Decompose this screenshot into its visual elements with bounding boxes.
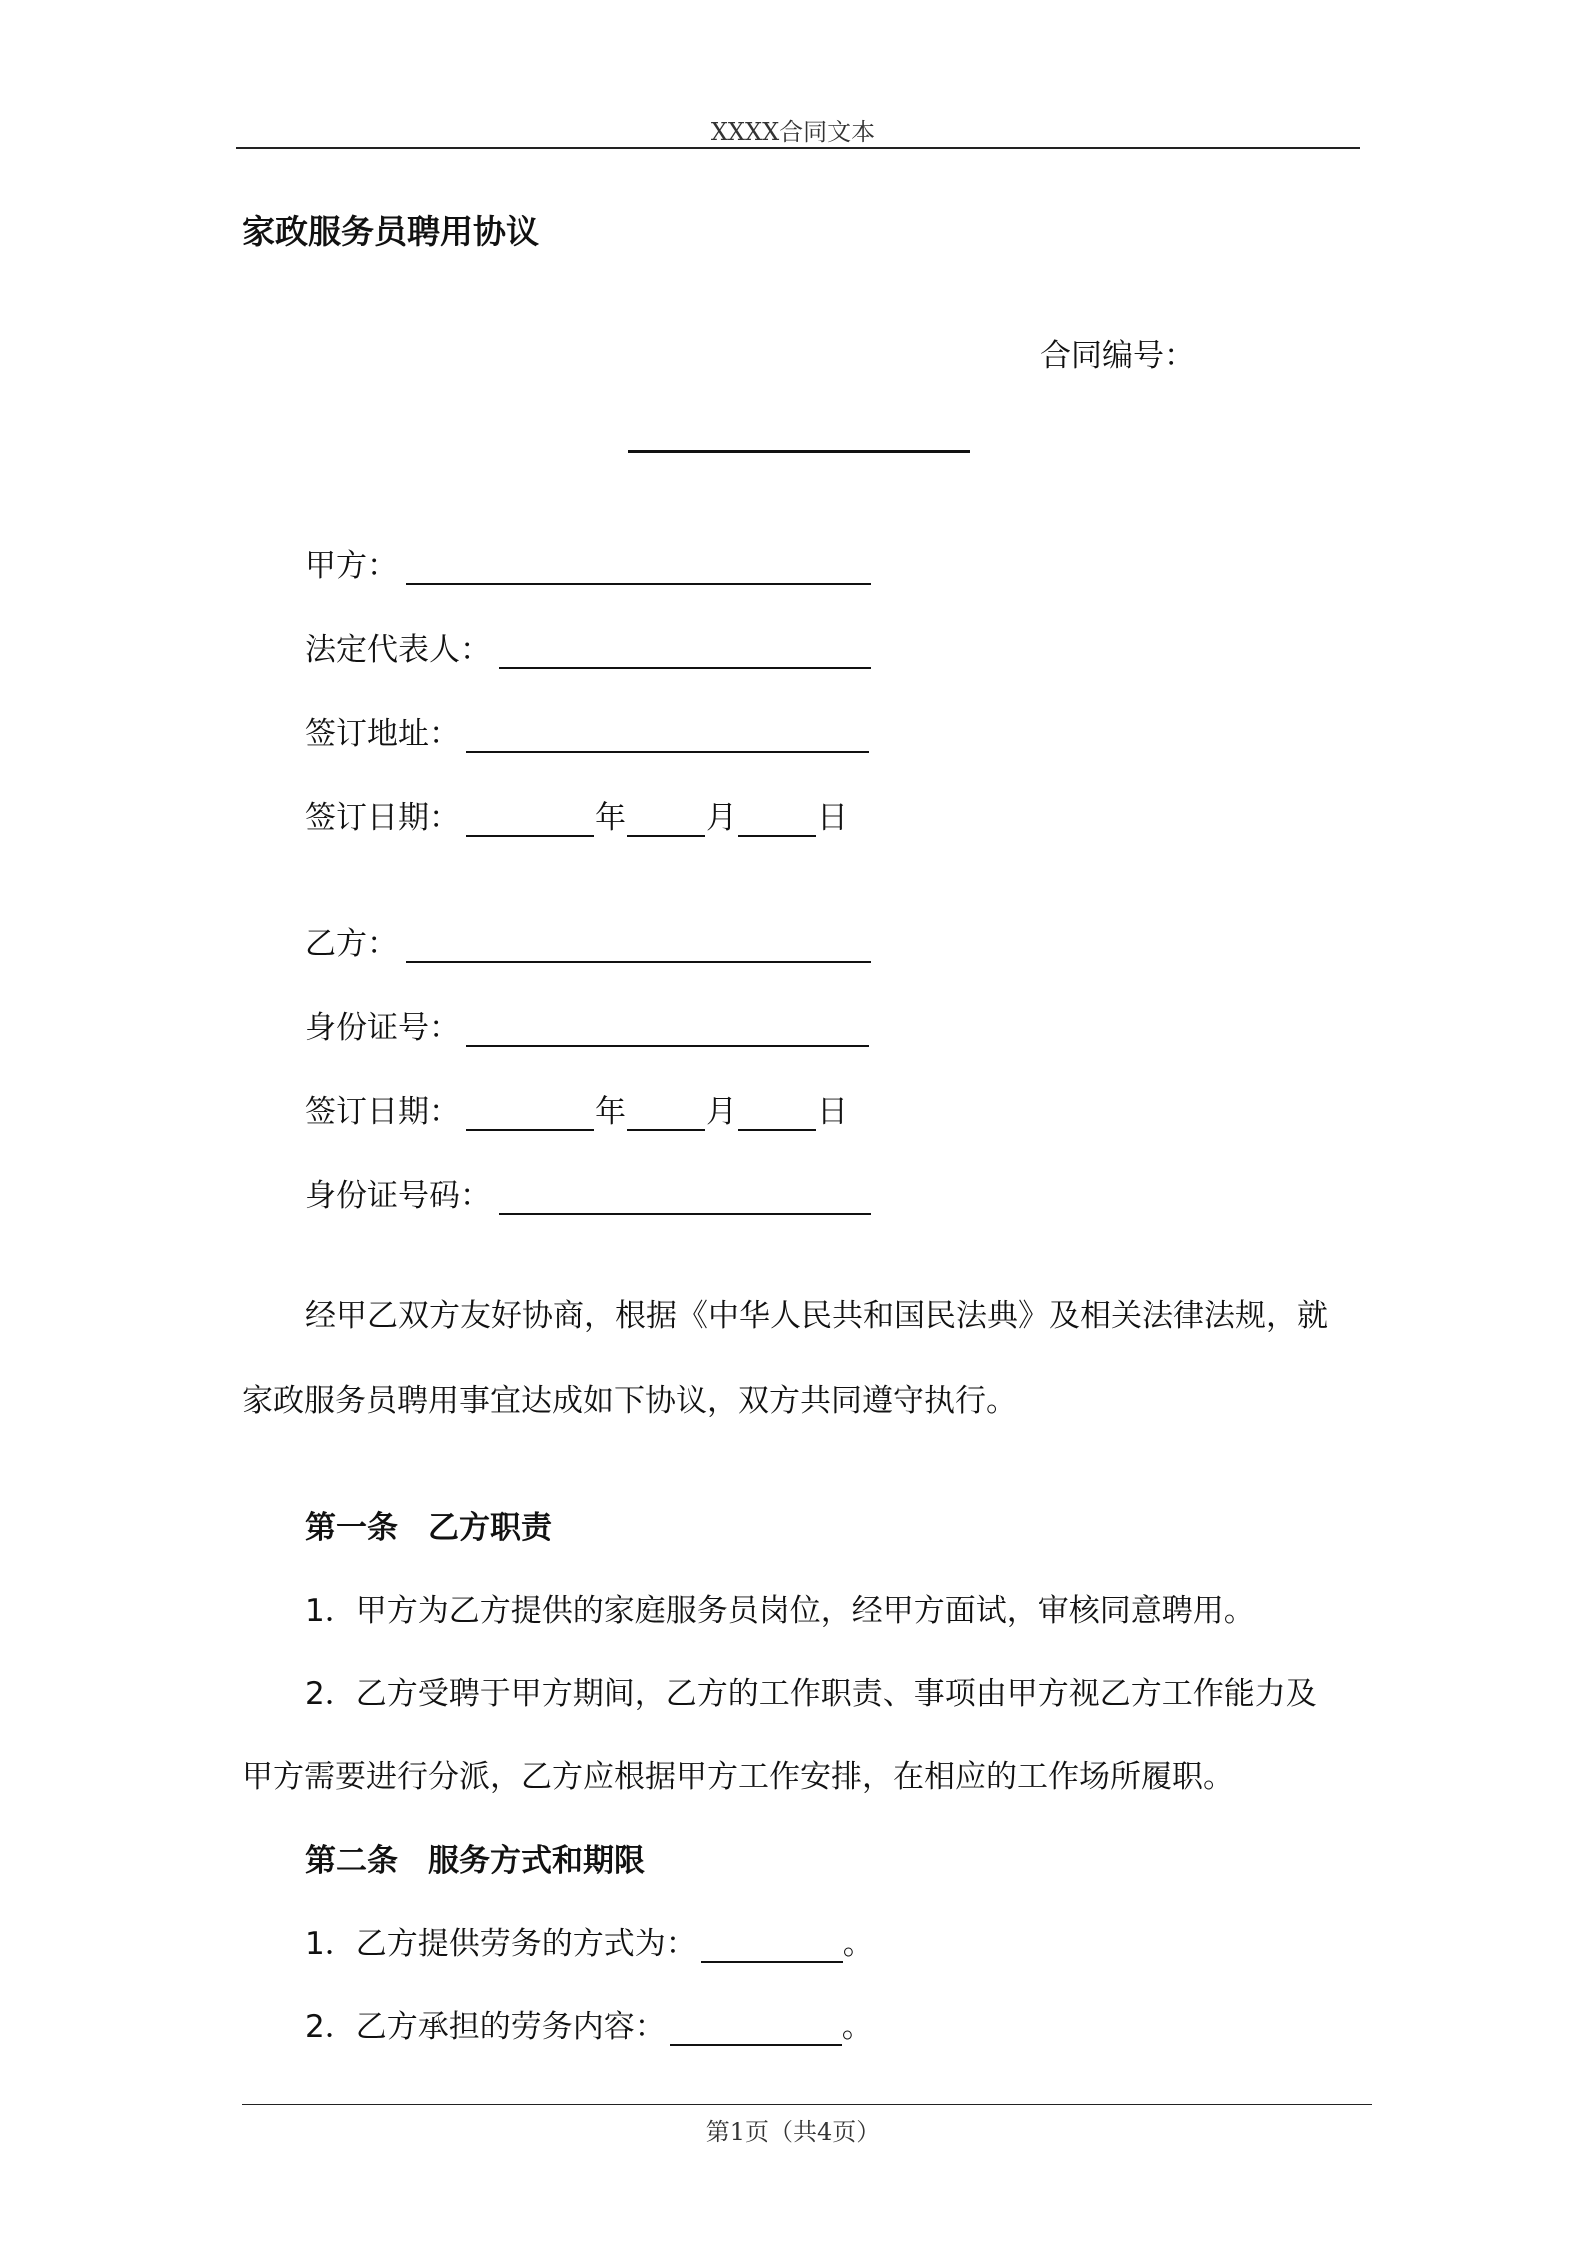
service-method-blank[interactable] — [701, 1917, 843, 1963]
party-a-month-unit: 月 — [706, 800, 737, 836]
party-b-id-number-label: 身份证号码： — [305, 1178, 491, 1214]
article-1-number: 第一条 — [305, 1510, 398, 1546]
party-a-rep-field — [305, 619, 871, 669]
party-b-year-blank[interactable] — [466, 1085, 594, 1131]
article-1-heading — [305, 1502, 552, 1547]
party-b-date-field — [305, 1081, 849, 1131]
party-a-date-field — [305, 787, 849, 837]
party-a-day-blank[interactable] — [738, 791, 816, 837]
party-b-id-number-blank[interactable] — [499, 1169, 871, 1215]
intro-line-1: 经甲乙双方友好协商，根据《中华人民共和国民法典》及相关法律法规，就 — [305, 1298, 1328, 1334]
party-b-name-field — [305, 913, 871, 963]
article-1-item-2-line-1: 2．乙方受聘于甲方期间，乙方的工作职责、事项由甲方视乙方工作能力及 — [305, 1676, 1317, 1712]
party-a-rep-blank[interactable] — [499, 623, 871, 669]
article-2-item-1-label: 1．乙方提供劳务的方式为： — [305, 1926, 697, 1962]
party-a-name-blank[interactable] — [406, 539, 871, 585]
article-2-heading — [305, 1835, 645, 1880]
article-2-item-2-end: 。 — [841, 2009, 873, 2045]
footer-rule — [242, 2104, 1372, 2105]
party-b-id-field — [305, 997, 869, 1047]
party-b-id-label: 身份证号： — [305, 1010, 460, 1046]
header-rule — [236, 147, 1360, 149]
party-a-name-field — [305, 535, 871, 585]
party-a-address-blank[interactable] — [466, 707, 869, 753]
party-b-id-blank[interactable] — [466, 1001, 869, 1047]
party-b-year-unit: 年 — [595, 1094, 626, 1130]
article-2-item-1 — [305, 1913, 874, 1963]
party-a-month-blank[interactable] — [627, 791, 705, 837]
page-header: XXXX合同文本 — [710, 118, 876, 146]
party-a-name-label: 甲方： — [305, 548, 398, 584]
intro-line-2: 家政服务员聘用事宜达成如下协议，双方共同遵守执行。 — [242, 1383, 1017, 1419]
document-title: 家政服务员聘用协议 — [242, 212, 539, 251]
party-b-day-unit: 日 — [817, 1094, 848, 1130]
party-b-name-label: 乙方： — [305, 926, 398, 962]
party-a-rep-label: 法定代表人： — [305, 632, 491, 668]
party-a-address-label: 签订地址： — [305, 716, 460, 752]
party-a-day-unit: 日 — [817, 800, 848, 836]
party-b-month-unit: 月 — [706, 1094, 737, 1130]
party-a-address-field — [305, 703, 869, 753]
party-b-name-blank[interactable] — [406, 917, 871, 963]
article-2-item-1-end: 。 — [842, 1926, 874, 1962]
page-footer: 第1页（共4页） — [705, 2118, 881, 2146]
party-b-date-label: 签订日期： — [305, 1094, 460, 1130]
article-2-title: 服务方式和期限 — [428, 1843, 645, 1879]
contract-number-blank[interactable] — [628, 450, 970, 453]
party-a-date-label: 签订日期： — [305, 800, 460, 836]
article-2-item-2-label: 2．乙方承担的劳务内容： — [305, 2009, 666, 2045]
contract-number-label: 合同编号： — [1040, 338, 1195, 374]
article-1-title: 乙方职责 — [428, 1510, 552, 1546]
party-b-day-blank[interactable] — [738, 1085, 816, 1131]
party-b-id-number-field — [305, 1165, 871, 1215]
article-1-item-2-line-2: 甲方需要进行分派，乙方应根据甲方工作安排，在相应的工作场所履职。 — [242, 1759, 1234, 1795]
article-2-number: 第二条 — [305, 1843, 398, 1879]
article-2-item-2 — [305, 1996, 873, 2046]
party-a-year-blank[interactable] — [466, 791, 594, 837]
party-b-month-blank[interactable] — [627, 1085, 705, 1131]
article-1-item-1: 1．甲方为乙方提供的家庭服务员岗位，经甲方面试，审核同意聘用。 — [305, 1593, 1255, 1629]
service-content-blank[interactable] — [670, 2000, 842, 2046]
party-a-year-unit: 年 — [595, 800, 626, 836]
